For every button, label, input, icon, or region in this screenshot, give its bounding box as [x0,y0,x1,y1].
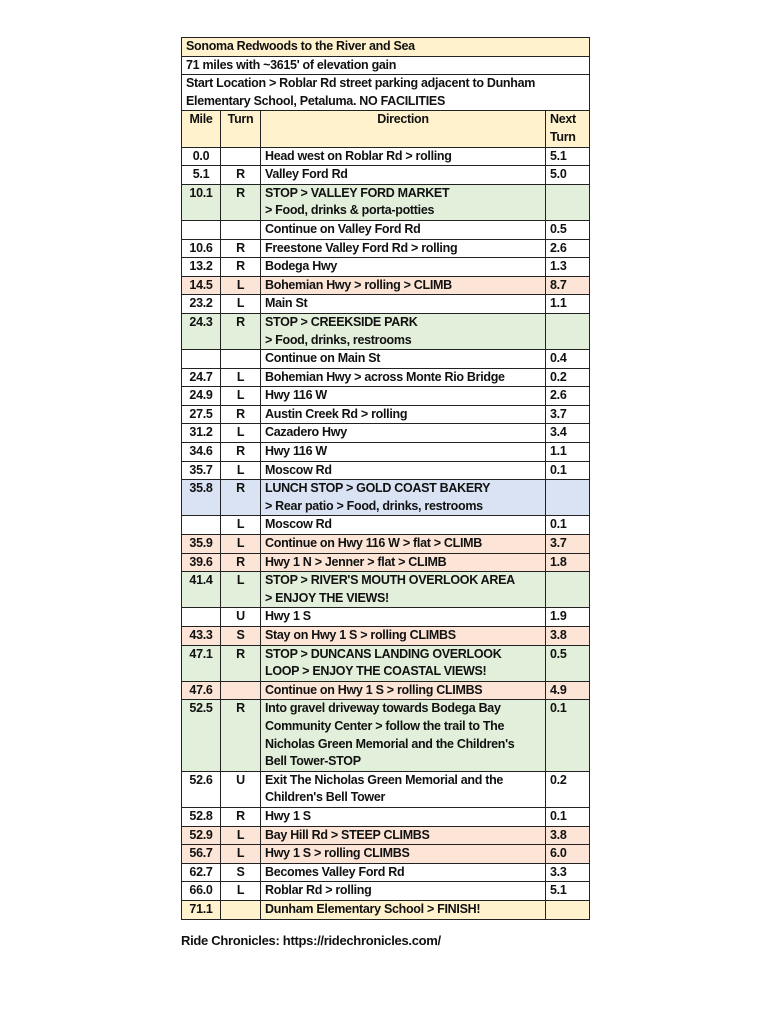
mile-cell: 24.3 [182,313,221,349]
next-turn-cell [546,184,590,220]
next-turn-cell: 3.7 [546,405,590,424]
turn-cell: L [221,535,261,554]
direction-cell: Into gravel driveway towards Bodega Bay Community Center > follow the trail to The Nicholas Green Memorial and the Children's Bell Tower-STOP [261,700,546,771]
direction-cell: Continue on Hwy 116 W > flat > CLIMB [261,535,546,554]
turn-cell: R [221,184,261,220]
turn-cell: U [221,771,261,807]
mile-cell: 35.9 [182,535,221,554]
turn-cell [221,900,261,919]
turn-cell: L [221,882,261,901]
next-turn-cell: 5.1 [546,147,590,166]
mile-cell: 39.6 [182,553,221,572]
table-row [182,220,590,239]
table-row [182,900,590,919]
next-turn-cell: 0.5 [546,645,590,681]
next-turn-cell: 6.0 [546,845,590,864]
mile-cell: 41.4 [182,572,221,608]
turn-cell: R [221,480,261,516]
mile-cell: 52.8 [182,807,221,826]
next-turn-cell [546,900,590,919]
direction-cell: LUNCH STOP > GOLD COAST BAKERY > Rear patio > Food, drinks, restrooms [261,480,546,516]
table-row [182,147,590,166]
mile-cell: 10.6 [182,239,221,258]
turn-cell: S [221,627,261,646]
turn-cell: R [221,405,261,424]
next-turn-cell: 3.4 [546,424,590,443]
table-row [182,826,590,845]
turn-cell: L [221,826,261,845]
next-turn-cell: 0.4 [546,350,590,369]
next-turn-cell: 3.3 [546,863,590,882]
turn-cell: L [221,276,261,295]
start-location: Start Location > Roblar Rd street parking adjacent to Dunham Elementary School, Petaluma. NO FACILITIES [182,75,590,111]
table-row [182,239,590,258]
next-turn-cell: 0.1 [546,516,590,535]
direction-cell: Becomes Valley Ford Rd [261,863,546,882]
table-row [182,700,590,771]
mile-cell: 14.5 [182,276,221,295]
direction-cell: STOP > RIVER'S MOUTH OVERLOOK AREA > ENJOY THE VIEWS! [261,572,546,608]
table-row [182,516,590,535]
table-row [182,572,590,608]
table-row [182,882,590,901]
turn-cell: S [221,863,261,882]
direction-cell: Continue on Valley Ford Rd [261,220,546,239]
mile-cell [182,350,221,369]
turn-cell: L [221,572,261,608]
direction-cell: Freestone Valley Ford Rd > rolling [261,239,546,258]
direction-cell: Bay Hill Rd > STEEP CLIMBS [261,826,546,845]
direction-cell: STOP > CREEKSIDE PARK > Food, drinks, restrooms [261,313,546,349]
turn-cell [221,220,261,239]
mile-cell: 56.7 [182,845,221,864]
turn-cell: L [221,368,261,387]
table-row [182,295,590,314]
mile-cell: 24.7 [182,368,221,387]
direction-cell: Continue on Main St [261,350,546,369]
direction-cell: Exit The Nicholas Green Memorial and the Children's Bell Tower [261,771,546,807]
direction-cell: Roblar Rd > rolling [261,882,546,901]
direction-cell: Hwy 116 W [261,443,546,462]
turn-cell: R [221,313,261,349]
table-row [182,443,590,462]
column-header-next-turn: Next Turn [546,111,590,147]
table-row [182,184,590,220]
direction-cell: Moscow Rd [261,516,546,535]
table-row [182,166,590,185]
mile-cell: 52.9 [182,826,221,845]
direction-cell: STOP > DUNCANS LANDING OVERLOOK LOOP > ENJOY THE COASTAL VIEWS! [261,645,546,681]
next-turn-cell: 0.5 [546,220,590,239]
turn-cell: R [221,258,261,277]
table-row [182,845,590,864]
mile-cell: 35.8 [182,480,221,516]
table-row [182,553,590,572]
table-row [182,258,590,277]
next-turn-cell: 3.8 [546,627,590,646]
table-row [182,368,590,387]
next-turn-cell [546,313,590,349]
direction-cell: Hwy 1 N > Jenner > flat > CLIMB [261,553,546,572]
direction-cell: STOP > VALLEY FORD MARKET > Food, drinks & porta-potties [261,184,546,220]
table-row [182,276,590,295]
turn-cell: L [221,424,261,443]
next-turn-cell: 0.2 [546,368,590,387]
turn-cell: L [221,516,261,535]
next-turn-cell: 1.9 [546,608,590,627]
turn-cell: L [221,295,261,314]
mile-cell: 23.2 [182,295,221,314]
mile-cell [182,220,221,239]
next-turn-cell: 3.7 [546,535,590,554]
mile-cell: 5.1 [182,166,221,185]
turn-cell: U [221,608,261,627]
turn-cell: L [221,461,261,480]
direction-cell: Cazadero Hwy [261,424,546,443]
mile-cell: 35.7 [182,461,221,480]
next-turn-cell: 8.7 [546,276,590,295]
next-turn-cell: 1.1 [546,295,590,314]
route-title: Sonoma Redwoods to the River and Sea [182,38,590,57]
table-row [182,807,590,826]
mile-cell: 31.2 [182,424,221,443]
table-row [182,535,590,554]
next-turn-cell: 1.3 [546,258,590,277]
mile-cell: 47.1 [182,645,221,681]
direction-cell: Hwy 1 S [261,807,546,826]
table-row [182,627,590,646]
mile-cell: 13.2 [182,258,221,277]
mile-cell [182,608,221,627]
turn-cell [221,681,261,700]
direction-cell: Continue on Hwy 1 S > rolling CLIMBS [261,681,546,700]
table-row [182,350,590,369]
mile-cell: 52.5 [182,700,221,771]
table-row [182,608,590,627]
table-row [182,681,590,700]
mile-cell: 27.5 [182,405,221,424]
turn-cell [221,147,261,166]
next-turn-cell: 1.1 [546,443,590,462]
table-row [182,313,590,349]
next-turn-cell [546,572,590,608]
turn-cell: L [221,387,261,406]
mile-cell: 66.0 [182,882,221,901]
mile-cell: 34.6 [182,443,221,462]
direction-cell: Austin Creek Rd > rolling [261,405,546,424]
footer-credit: Ride Chronicles: https://ridechronicles.com/ [181,933,441,948]
next-turn-cell: 3.8 [546,826,590,845]
next-turn-cell: 2.6 [546,387,590,406]
next-turn-cell: 0.1 [546,461,590,480]
mile-cell: 62.7 [182,863,221,882]
next-turn-cell: 0.1 [546,700,590,771]
table-row [182,405,590,424]
mile-cell [182,516,221,535]
table-row [182,645,590,681]
table-row [182,771,590,807]
next-turn-cell: 5.1 [546,882,590,901]
direction-cell: Hwy 1 S > rolling CLIMBS [261,845,546,864]
next-turn-cell: 1.8 [546,553,590,572]
cue-table [181,37,590,920]
turn-cell: R [221,553,261,572]
route-summary: 71 miles with ~3615' of elevation gain [182,56,590,75]
turn-cell: R [221,166,261,185]
mile-cell: 47.6 [182,681,221,700]
direction-cell: Bodega Hwy [261,258,546,277]
mile-cell: 52.6 [182,771,221,807]
table-row [182,461,590,480]
turn-cell: R [221,239,261,258]
next-turn-cell: 4.9 [546,681,590,700]
table-row [182,424,590,443]
turn-cell: R [221,700,261,771]
direction-cell: Hwy 116 W [261,387,546,406]
turn-cell: R [221,645,261,681]
direction-cell: Valley Ford Rd [261,166,546,185]
next-turn-cell: 2.6 [546,239,590,258]
turn-cell: L [221,845,261,864]
mile-cell: 0.0 [182,147,221,166]
turn-cell: R [221,807,261,826]
direction-cell: Main St [261,295,546,314]
table-row [182,480,590,516]
cue-sheet [181,37,589,920]
mile-cell: 24.9 [182,387,221,406]
direction-cell: Head west on Roblar Rd > rolling [261,147,546,166]
column-header-mile: Mile [182,111,221,147]
turn-cell: R [221,443,261,462]
next-turn-cell [546,480,590,516]
direction-cell: Hwy 1 S [261,608,546,627]
next-turn-cell: 5.0 [546,166,590,185]
mile-cell: 43.3 [182,627,221,646]
next-turn-cell: 0.1 [546,807,590,826]
table-row [182,387,590,406]
table-row [182,863,590,882]
direction-cell: Dunham Elementary School > FINISH! [261,900,546,919]
mile-cell: 71.1 [182,900,221,919]
direction-cell: Moscow Rd [261,461,546,480]
mile-cell: 10.1 [182,184,221,220]
column-header-turn: Turn [221,111,261,147]
direction-cell: Stay on Hwy 1 S > rolling CLIMBS [261,627,546,646]
direction-cell: Bohemian Hwy > rolling > CLIMB [261,276,546,295]
next-turn-cell: 0.2 [546,771,590,807]
direction-cell: Bohemian Hwy > across Monte Rio Bridge [261,368,546,387]
turn-cell [221,350,261,369]
column-header-direction: Direction [261,111,546,147]
